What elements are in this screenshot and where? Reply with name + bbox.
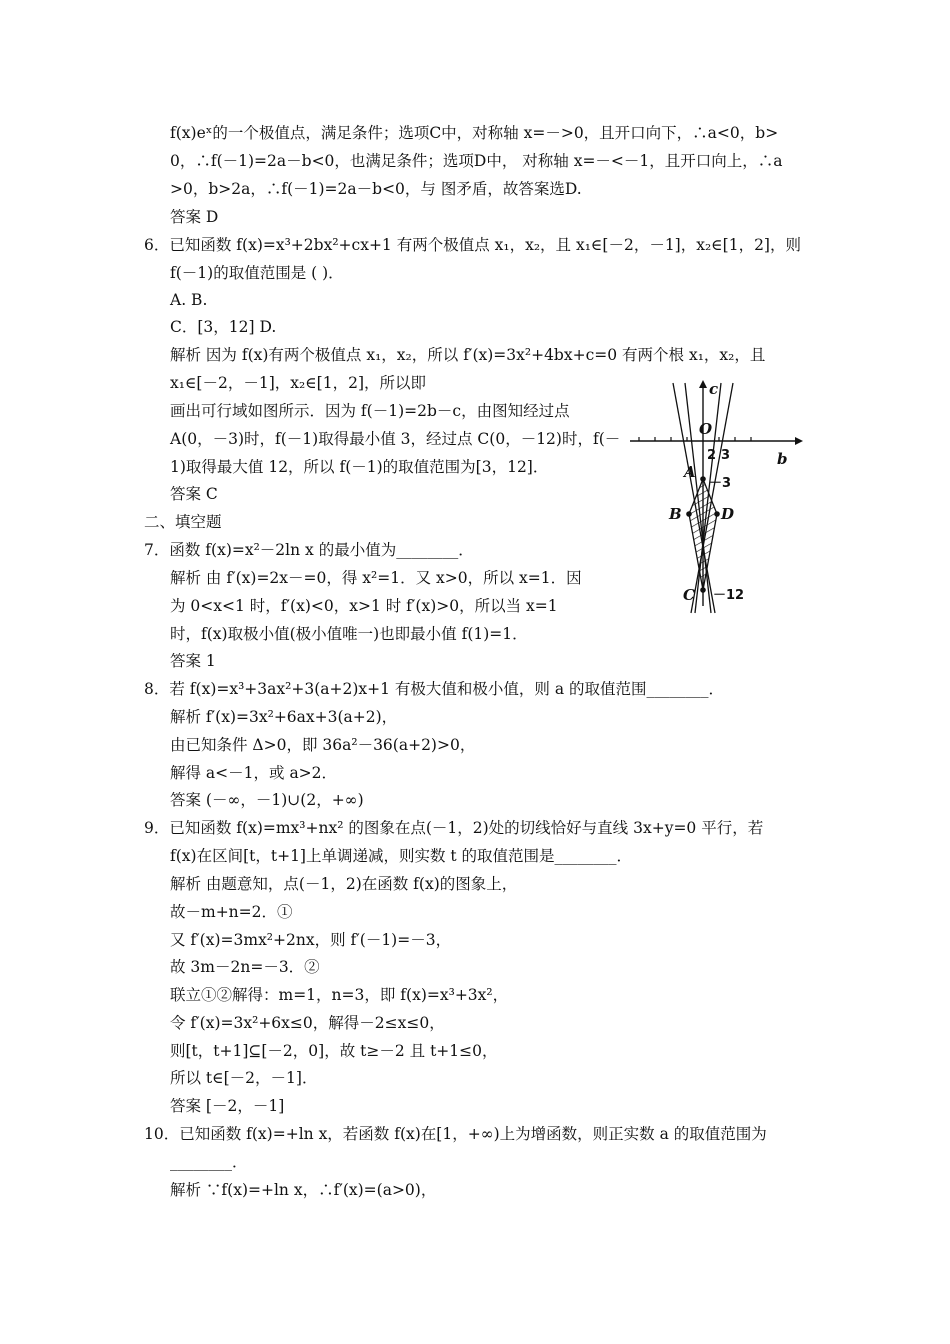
question-8: 8．若 f(x)=x³+3ax²+3(a+2)x+1 有极大值和极小值，则 a 的取值范围________． [144,680,724,698]
answer-line: 答案 (－∞，－1)∪(2，+∞) [170,791,364,809]
option-line: A. B. [170,291,208,309]
solution-line: 解析 ∵f(x)=+ln x，∴f′(x)=(a>0)， [170,1181,437,1199]
text-line: 为 0<x<1 时，f′(x)<0，x>1 时 f′(x)>0，所以当 x=1 [170,597,558,615]
text-line: 故 3m－2n=－3．② [170,958,320,976]
text-line: ________． [170,1153,248,1171]
answer-line: 答案 [－2，－1] [170,1097,285,1115]
point-d-label: D [721,505,735,523]
text-line: 又 f′(x)=3mx²+2nx，则 f′(－1)=－3， [170,931,452,949]
axis-b-label: b [777,450,788,468]
section-heading: 二、填空题 [144,513,222,531]
option-line: C．[3，12] D. [170,318,277,336]
text-line: f(－1)的取值范围是 ( )． [170,264,344,282]
question-10: 10．已知函数 f(x)=+ln x，若函数 f(x)在[1，+∞)上为增函数，则正实数 a 的取值范围为 [144,1125,767,1143]
b-axis-arrow [795,437,803,445]
text-line: 解得 a<－1，或 a>2． [170,764,338,782]
answer-line: 答案 1 [170,652,216,670]
question-7: 7．函数 f(x)=x²－2ln x 的最小值为________． [144,541,474,559]
text-line: 故－m+n=2．① [170,903,293,921]
tick-2-label: 2 [707,448,717,463]
question-6: 6．已知函数 f(x)=x³+2bx²+cx+1 有两个极值点 x₁，x₂，且 x₁∈[－2，－1]，x₂∈[1，2]，则 [144,236,801,254]
question-9: 9．已知函数 f(x)=mx³+nx² 的图象在点(－1，2)处的切线恰好与直线 3x+y=0 平行，若 [144,819,764,837]
point-d-dot [714,511,720,517]
text-line: f(x)在区间[t，t+1]上单调递减，则实数 t 的取值范围是________． [170,847,633,865]
text-line: x₁∈[－2，－1]，x₂∈[1，2]，所以即 [170,374,426,392]
solution-line: 解析 由题意知，点(－1，2)在函数 f(x)的图象上， [170,875,518,893]
point-b-dot [686,511,692,517]
text-line: 联立①②解得：m=1，n=3，即 f(x)=x³+3x²， [170,986,509,1004]
point-c-label: C [683,586,695,604]
c-minus3-label: －3 [709,476,732,491]
text-line: 1)取得最大值 12，所以 f(－1)的取值范围为[3，12]． [170,458,549,476]
answer-line: 答案 C [170,485,218,503]
point-a-dot [700,476,706,482]
text-line: 所以 t∈[－2，－1]． [170,1069,318,1087]
text-line: f(x)eˣ的一个极值点，满足条件；选项C中，对称轴 x=－>0，且开口向下，∴a<0，b> [170,124,779,142]
text-line: 令 f′(x)=3x²+6x≤0，解得－2≤x≤0， [170,1014,445,1032]
answer-line: 答案 D [170,208,219,226]
text-line: 0，∴f(－1)=2a－b<0，也满足条件；选项D中， 对称轴 x=－<－1，且开口向上，∴a [170,152,783,170]
origin-label: O [699,420,713,438]
text-line: 由已知条件 Δ>0，即 36a²－36(a+2)>0， [170,736,476,754]
solution-line: 解析 f′(x)=3x²+6ax+3(a+2)， [170,708,398,726]
point-b-label: B [669,505,682,523]
c-axis-arrow [699,380,707,388]
text-line: 时，f(x)取极小值(极小值唯一)也即最小值 f(1)=1． [170,625,528,643]
point-a-label: A [684,463,696,481]
text-line: A(0，－3)时，f(－1)取得最小值 3，经过点 C(0，－12)时，f(－ [170,430,621,448]
solution-line: 解析 因为 f(x)有两个极值点 x₁，x₂，所以 f′(x)=3x²+4bx+c=0 有两个根 x₁，x₂，且 [170,346,766,364]
point-c-dot [700,587,706,593]
text-line: >0，b>2a，∴f(－1)=2a－b<0，与 图矛盾，故答案选D. [170,180,582,198]
solution-line: 解析 由 f′(x)=2x－=0，得 x²=1．又 x>0，所以 x=1．因 [170,569,582,587]
text-line: 则[t，t+1]⊆[－2，0]，故 t≥－2 且 t+1≤0， [170,1042,498,1060]
tick-3-label: 3 [721,448,731,463]
feasible-region-figure [625,378,805,618]
text-line: 画出可行域如图所示．因为 f(－1)=2b－c，由图知经过点 [170,402,570,420]
axis-c-label: c [709,380,719,398]
c-minus12-label: －12 [713,588,745,603]
